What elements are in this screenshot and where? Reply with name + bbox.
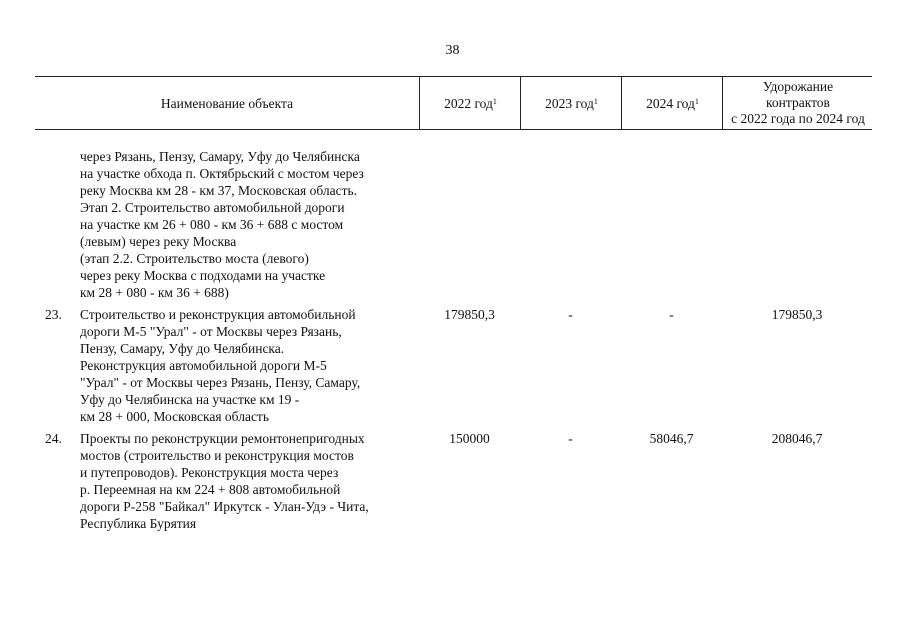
footnote-mark: 1 (593, 96, 598, 106)
description-line: Пензу, Самару, Уфу до Челябинска. (80, 341, 285, 356)
page-number: 38 (445, 43, 460, 58)
description-line: и путепроводов). Реконструкция моста через (80, 465, 339, 480)
header-2023-label: 2023 год (545, 95, 594, 111)
description-line: дороги Р-258 "Байкал" Иркутск - Улан-Удэ - Чита, (80, 499, 369, 514)
value-2023: - (568, 431, 573, 446)
header-name (35, 77, 419, 129)
table-body (35, 148, 872, 532)
header-2022-label: 2022 год (444, 95, 493, 111)
value-cost-increase: 179850,3 (771, 307, 823, 322)
description-line: (левым) через реку Москва (80, 234, 237, 249)
description-line: через реку Москва с подходами на участке (80, 268, 326, 283)
description-line: Реконструкция автомобильной дороги М-5 (80, 358, 327, 373)
description-line: км 28 + 000, Московская область (80, 409, 269, 424)
table-header (35, 76, 872, 130)
row-description (80, 306, 415, 425)
header-rise-line: Удорожание (762, 79, 834, 94)
header-name-label: Наименование объекта (160, 95, 294, 111)
header-2023 (520, 77, 622, 129)
footnote-mark: 1 (492, 96, 497, 106)
description-line: р. Переемная на км 224 + 808 автомобильной (80, 482, 341, 497)
description-line: на участке обхода п. Октябрьский с мостом через (80, 166, 364, 181)
description-line: км 28 + 080 - км 36 + 688) (80, 285, 229, 300)
row-number: 24. (45, 431, 62, 446)
description-line: дороги М-5 "Урал" - от Москвы через Рязань, (80, 324, 342, 339)
description-line: Проекты по реконструкции ремонтонепригодных (80, 431, 365, 446)
row-description (80, 148, 415, 301)
description-line: "Урал" - от Москвы через Рязань, Пензу, Самару, (80, 375, 361, 390)
description-line: на участке км 26 + 080 - км 36 + 688 с мостом (80, 217, 344, 232)
description-line: (этап 2.2. Строительство моста (левого) (80, 251, 309, 266)
row-description (80, 430, 415, 532)
header-2024-label: 2024 год (646, 95, 695, 111)
table-row (35, 306, 872, 425)
header-cost-increase (722, 77, 873, 129)
value-cost-increase: 208046,7 (771, 431, 823, 446)
description-line: Этап 2. Строительство автомобильной дороги (80, 200, 345, 215)
description-line: Строительство и реконструкция автомобильной (80, 307, 356, 322)
value-2022: 179850,3 (444, 307, 495, 322)
header-rise-line: с 2022 года по 2024 год (731, 111, 865, 126)
description-line: Уфу до Челябинска на участке км 19 - (80, 392, 300, 407)
header-2022 (419, 77, 521, 129)
value-2024: - (669, 307, 674, 322)
description-line: Республика Бурятия (80, 516, 197, 531)
header-2024 (621, 77, 723, 129)
value-2022: 150000 (449, 431, 490, 446)
value-2023: - (568, 307, 573, 322)
description-line: реку Москва км 28 - км 37, Московская область. (80, 183, 358, 198)
row-number: 23. (45, 307, 62, 322)
description-line: через Рязань, Пензу, Самару, Уфу до Челябинска (80, 149, 360, 164)
description-line: мостов (строительство и реконструкция мостов (80, 448, 354, 463)
value-2024: 58046,7 (649, 431, 694, 446)
table-row (35, 148, 872, 301)
header-rise-line: контрактов (766, 95, 830, 110)
footnote-mark: 1 (694, 96, 699, 106)
table-row (35, 430, 872, 532)
